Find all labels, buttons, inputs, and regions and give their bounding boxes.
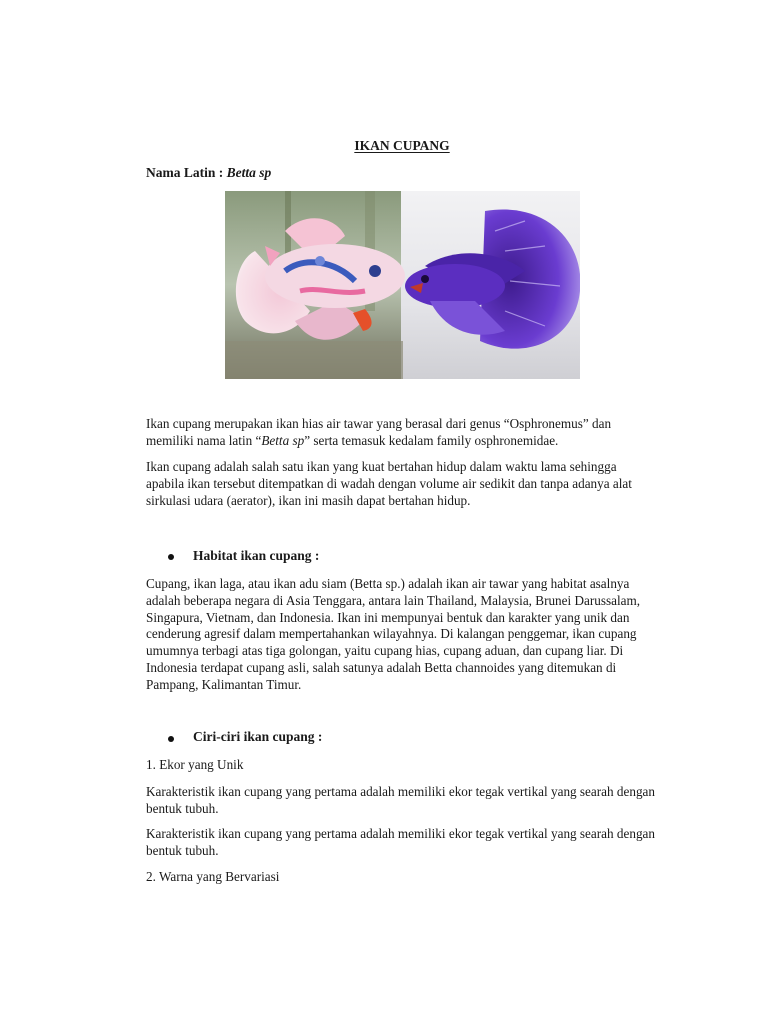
habitat-heading: Habitat ikan cupang :	[193, 548, 320, 563]
intro-1-text-a: Ikan cupang merupakan ikan hias air tawar yang berasal dari genus “Osphronemus” dan memiliki nama latin “	[146, 416, 612, 448]
ciri-heading: Ciri-ciri ikan cupang :	[193, 729, 323, 744]
bullet-dot-habitat	[168, 554, 174, 560]
latin-name-label: Nama Latin :	[146, 165, 227, 180]
ciri-1-paragraph-a: Karakteristik ikan cupang yang pertama adalah memiliki ekor tegak vertikal yang searah dengan bentuk tubuh.	[146, 784, 655, 816]
intro-paragraph-2: Ikan cupang adalah salah satu ikan yang kuat bertahan hidup dalam waktu lama sehingga apabila ikan tersebut ditempatkan di wadah dengan volume air sedikit dan tanpa adanya alat sirkulasi udara (aerator), ikan ini masih dapat bertahan hidup.	[146, 459, 632, 508]
betta-fish-photo	[225, 191, 580, 379]
bullet-dot-ciri	[168, 736, 174, 742]
intro-paragraph-1	[146, 416, 656, 450]
intro-1-text-c: ” serta temasuk kedalam family osphronemidae.	[304, 432, 559, 448]
ciri-1-paragraph-b: Karakteristik ikan cupang yang pertama adalah memiliki ekor tegak vertikal yang searah dengan bentuk tubuh.	[146, 826, 655, 858]
latin-name-line	[146, 165, 271, 181]
page-title: IKAN CUPANG	[354, 138, 450, 153]
latin-name-value: Betta sp	[226, 165, 272, 180]
ciri-2-title: 2. Warna yang Bervariasi	[146, 869, 280, 884]
habitat-paragraph: Cupang, ikan laga, atau ikan adu siam (Betta sp.) adalah ikan air tawar yang habitat asalnya adalah beberapa negara di Asia Tenggara, antara lain Thailand, Malaysia, Brunei Darussalam, Singapura, Vietnam, dan Indonesia. Ikan ini mempunyai bentuk dan karakter yang unik dan cenderung agresif dalam mempertahankan wilayahnya. Di kalangan penggemar, ikan cupang umumnya terbagi atas tiga golongan, yaitu cupang hias, cupang aduan, dan cupang liar. Di Indonesia terdapat cupang asli, salah satunya adalah Betta channoides yang ditemukan di Pampang, Kalimantan Timur.	[146, 576, 641, 692]
ciri-1-title: 1. Ekor yang Unik	[146, 757, 244, 772]
intro-1-italic: Betta sp	[261, 432, 305, 448]
